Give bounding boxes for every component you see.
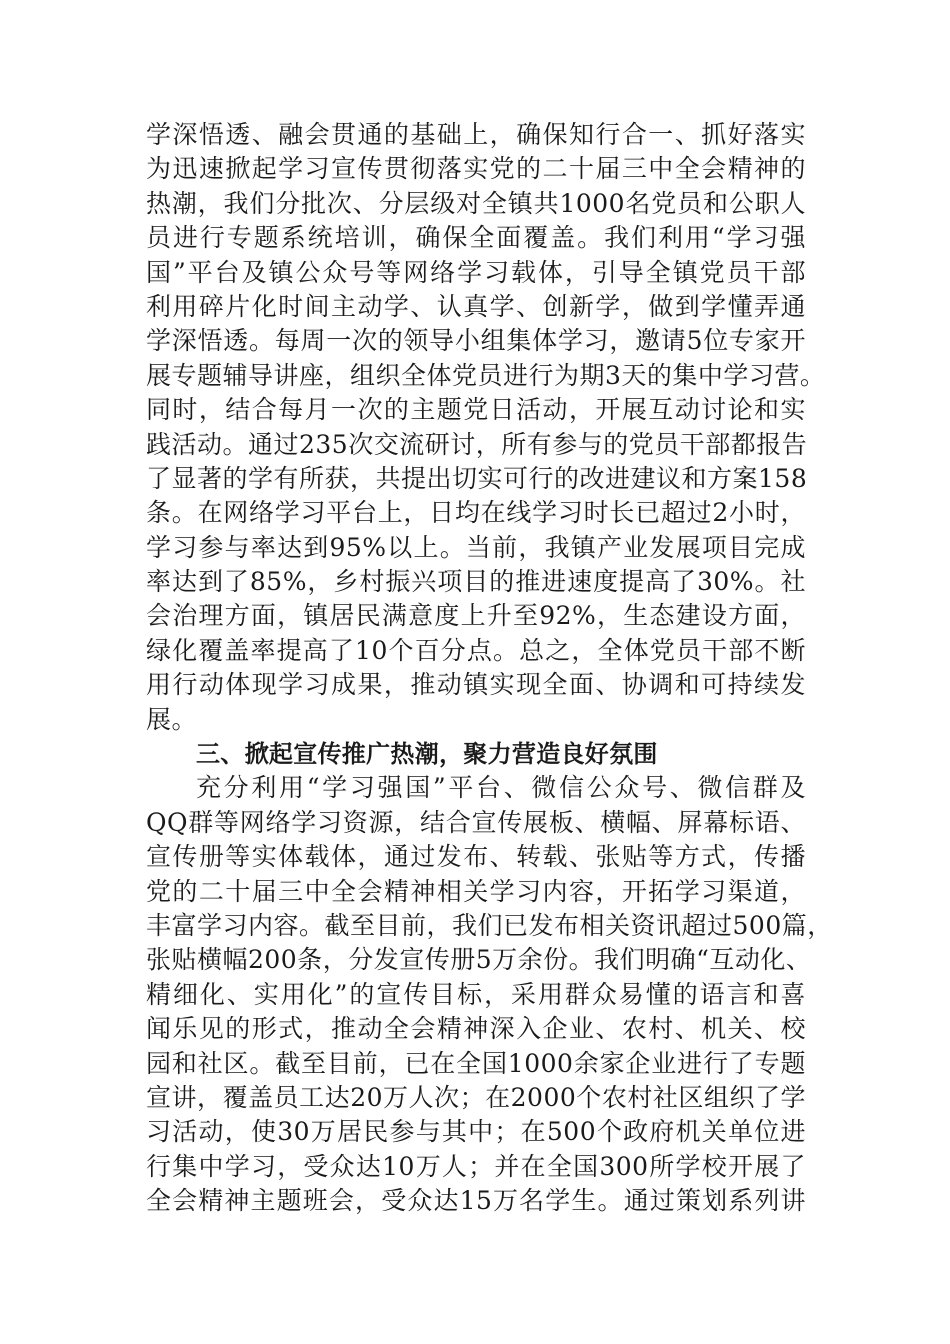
text-line: 绿化覆盖率提高了10个百分点。总之，全体党员干部不断 (146, 635, 806, 665)
text-line: 展。 (146, 704, 198, 734)
text-line: 充分利用“学习强国”平台、微信公众号、微信群及 (196, 773, 806, 803)
text-line: 利用碎片化时间主动学、认真学、创新学，做到学懂弄通 (146, 291, 806, 321)
text-line: 学深悟透、融会贯通的基础上，确保知行合一、抓好落实 (146, 120, 806, 149)
text-line: 行集中学习，受众达10万人；并在全国300所学校开展了 (146, 1151, 806, 1181)
text-line: 了显著的学有所获，共提出切实可行的改进建议和方案158 (146, 463, 808, 493)
text-line: 丰富学习内容。截至目前，我们已发布相关资讯超过500篇， (146, 910, 833, 940)
text-line: QQ群等网络学习资源，结合宣传展板、横幅、屏幕标语、 (146, 807, 806, 837)
text-line: 党的二十届三中全会精神相关学习内容，开拓学习渠道， (146, 876, 806, 906)
text-line: 用行动体现学习成果，推动镇实现全面、协调和可持续发 (146, 670, 806, 700)
text-line: 精细化、实用化”的宣传目标，采用群众易懂的语言和喜 (146, 979, 806, 1009)
text-line: 张贴横幅200条，分发宣传册5万余份。我们明确“互动化、 (146, 945, 812, 975)
document-page (146, 118, 833, 1219)
text-line: 国”平台及镇公众号等网络学习载体，引导全镇党员干部 (146, 257, 806, 287)
text-line: 热潮，我们分批次、分层级对全镇共1000名党员和公职人 (146, 188, 806, 218)
text-line: 学深悟透。每周一次的领导小组集体学习，邀请5位专家开 (146, 326, 806, 356)
paragraph-publicity (146, 771, 833, 1218)
text-line: 学习参与率达到95%以上。当前，我镇产业发展项目完成 (146, 532, 806, 562)
text-line: 率达到了85%，乡村振兴项目的推进速度提高了30%。社 (146, 567, 806, 597)
text-line: 条。在网络学习平台上，日均在线学习时长已超过2小时， (146, 498, 806, 528)
text-line: 习活动，使30万居民参与其中；在500个政府机关单位进 (146, 1117, 806, 1147)
text-line: 宣传册等实体载体，通过发布、转载、张贴等方式，传播 (146, 842, 806, 872)
text-line: 展专题辅导讲座，组织全体党员进行为期3天的集中学习营。 (146, 360, 826, 390)
text-line: 宣讲，覆盖员工达20万人次；在2000个农村社区组织了学 (146, 1082, 806, 1112)
paragraph-training (146, 118, 826, 737)
section-heading: 三、掀起宣传推广热潮，聚力营造良好氛围 (196, 740, 658, 769)
text-line: 同时，结合每月一次的主题党日活动，开展互动讨论和实 (146, 395, 806, 425)
text-line: 园和社区。截至目前，已在全国1000余家企业进行了专题 (146, 1048, 806, 1078)
text-line: 践活动。通过235次交流研讨，所有参与的党员干部都报告 (146, 429, 808, 459)
text-line: 为迅速掀起学习宣传贯彻落实党的二十届三中全会精神的 (146, 154, 806, 184)
text-line: 全会精神主题班会，受众达15万名学生。通过策划系列讲 (146, 1186, 806, 1216)
text-line: 员进行专题系统培训，确保全面覆盖。我们利用“学习强 (146, 223, 806, 253)
text-line: 会治理方面，镇居民满意度上升至92%，生态建设方面， (146, 601, 806, 631)
text-line: 闻乐见的形式，推动全会精神深入企业、农村、机关、校 (146, 1014, 806, 1044)
